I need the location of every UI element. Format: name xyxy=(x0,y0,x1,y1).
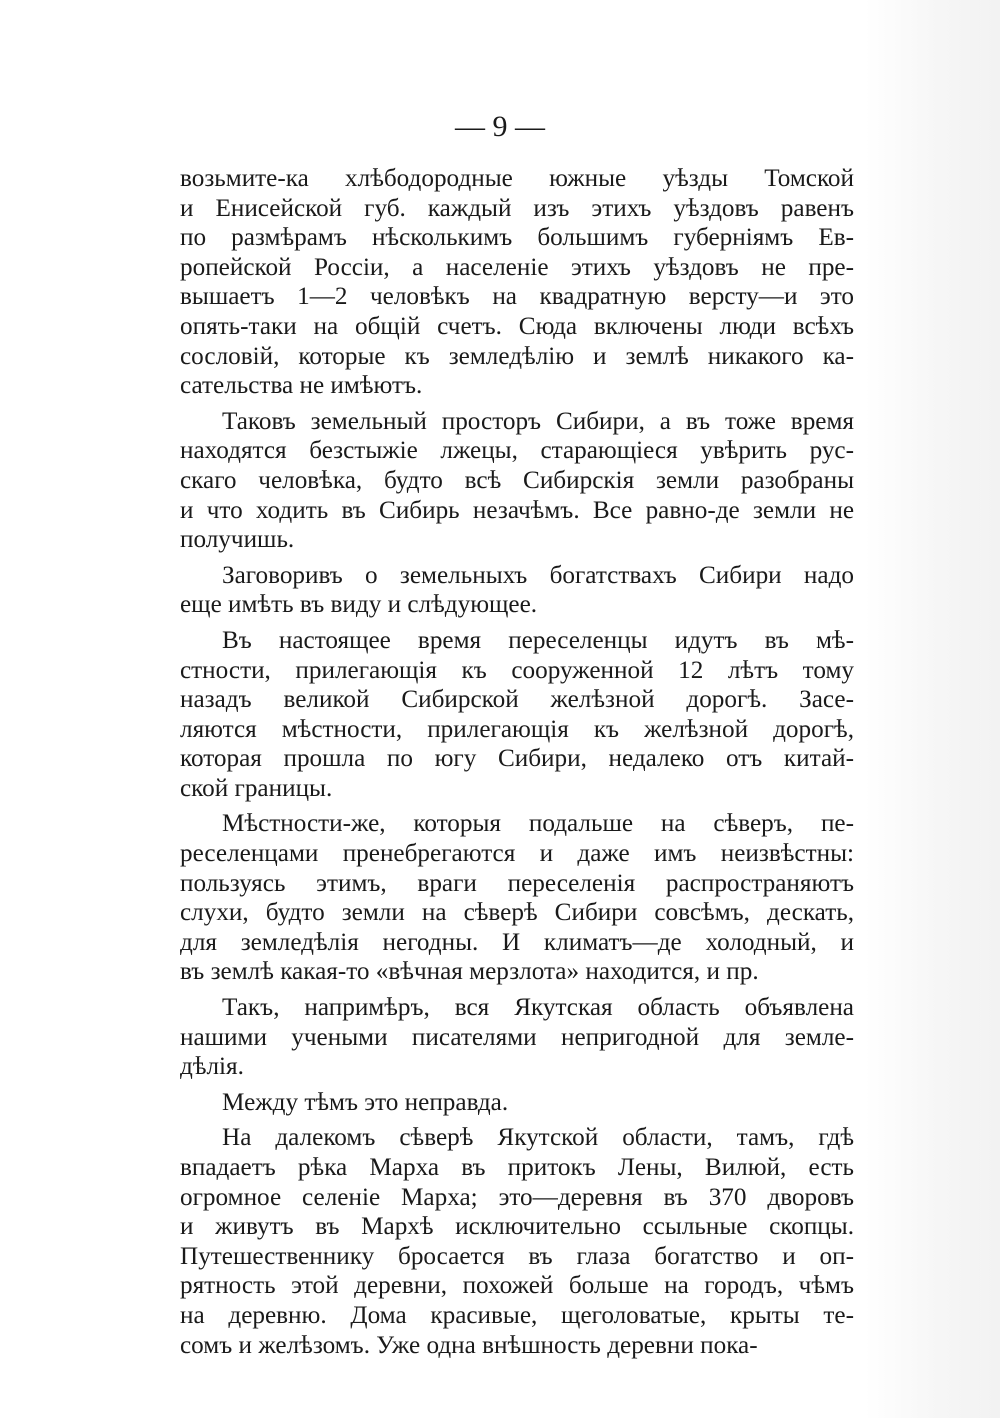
text-line: Такъ, напримѣръ, вся Якутская область объявлена xyxy=(222,994,854,1022)
text-line: На далекомъ сѣверѣ Якутской области, тамъ, гдѣ xyxy=(222,1124,854,1152)
text-line: Между тѣмъ это неправда. xyxy=(222,1088,509,1116)
text-line: возьмите-ка хлѣбодородные южные уѣзды Томской xyxy=(180,165,854,192)
text-line: ляются мѣстности, прилегающія къ желѣзной дорогѣ, xyxy=(180,715,854,743)
text-line: реселенцами пренебрегаются и даже имъ неизвѣстны: xyxy=(180,840,854,868)
text-line: дѣлія. xyxy=(180,1053,244,1081)
text-line: Въ настоящее время переселенцы идутъ въ мѣ- xyxy=(222,626,854,654)
text-line: находятся безстыжіе лжецы, старающіеся увѣрить рус- xyxy=(180,437,854,465)
text-line: которая прошла по югу Сибири, недалеко отъ китай- xyxy=(180,745,854,773)
text-line: и Енисейской губ. каждый изъ этихъ уѣздовъ равенъ xyxy=(180,194,854,222)
text-line: и что ходить въ Сибирь незачѣмъ. Все равно-де земли не xyxy=(180,496,854,524)
text-line: Мѣстности-же, которыя подальше на сѣверъ, пе- xyxy=(222,810,854,838)
text-line: скаго человѣка, будто всѣ Сибирскія земли разобраны xyxy=(180,466,854,494)
paragraph xyxy=(180,809,854,987)
paragraph xyxy=(180,1088,854,1118)
text-line: по размѣрамъ нѣсколькимъ большимъ губерніямъ Ев- xyxy=(180,224,854,252)
paragraph xyxy=(180,164,854,401)
text-line: слухи, будто земли на сѣверѣ Сибири совсѣмъ, дескать, xyxy=(180,899,854,927)
text-line: сательства не имѣютъ. xyxy=(180,372,423,400)
paragraph xyxy=(180,1123,854,1360)
text-line: вышаетъ 1—2 человѣкъ на квадратную версту—и это xyxy=(180,283,854,311)
text-line: сомъ и желѣзомъ. Уже одна внѣшность деревни пока- xyxy=(180,1331,758,1359)
text-line: еще имѣть въ виду и слѣдующее. xyxy=(180,591,538,619)
page-number: — 9 — xyxy=(455,110,545,143)
paragraph xyxy=(180,407,854,555)
text-line: сословій, которые къ земледѣлію и землѣ никакого ка- xyxy=(180,342,854,370)
text-line: Путешественнику бросается въ глаза богатство и оп- xyxy=(180,1242,854,1270)
paragraph xyxy=(180,561,854,620)
paragraph xyxy=(180,993,854,1082)
text-line: рятность этой деревни, похожей больше на городъ, чѣмъ xyxy=(180,1272,854,1300)
text-line: огромное селеніе Марха; это—деревня въ 370 дворовъ xyxy=(180,1183,854,1211)
text-line: и живутъ въ Мархѣ исключительно ссыльные скопцы. xyxy=(180,1213,854,1241)
text-line: опять-таки на общій счетъ. Сюда включены люди всѣхъ xyxy=(180,312,854,340)
text-line: назадъ великой Сибирской желѣзной дорогѣ. Засе- xyxy=(180,686,854,714)
text-line: Таковъ земельный просторъ Сибири, а въ тоже время xyxy=(222,407,854,435)
paragraph xyxy=(180,626,854,804)
text-line: Заговоривъ о земельныхъ богатствахъ Сибири надо xyxy=(222,561,854,589)
text-line: стности, прилегающія къ сооруженной 12 лѣтъ тому xyxy=(180,656,854,684)
text-line: ской границы. xyxy=(180,774,333,802)
body-text xyxy=(180,164,854,1366)
text-line: ропейской Россіи, а населеніе этихъ уѣздовъ не пре- xyxy=(180,253,854,281)
page-edge-shading xyxy=(865,0,1000,1418)
text-line: впадаетъ рѣка Марха въ притокъ Лены, Вилюй, есть xyxy=(180,1154,854,1181)
text-line: въ землѣ какая-то «вѣчная мерзлота» находится, и пр. xyxy=(180,958,759,986)
text-line: нашими учеными писателями непригодной для земле- xyxy=(180,1023,854,1051)
text-line: получишь. xyxy=(180,526,295,554)
text-line: для земледѣлія негодны. И климатъ—де холодный, и xyxy=(180,928,854,956)
text-line: пользуясь этимъ, враги переселенія распространяютъ xyxy=(180,869,854,897)
text-line: на деревню. Дома красивые, щеголоватые, крыты те- xyxy=(180,1301,854,1329)
